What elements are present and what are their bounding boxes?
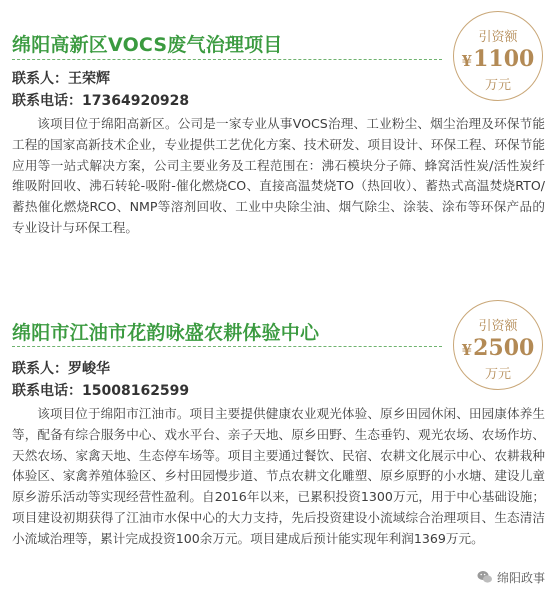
contact-person: 联系人：罗峻华 (12, 361, 110, 377)
contact-phone: 联系电话：17364920928 (12, 93, 190, 109)
currency-symbol: ¥ (461, 52, 473, 70)
amount-value: 2500 (473, 335, 535, 361)
contact-phone: 联系电话：15008162599 (12, 383, 190, 399)
watermark (473, 568, 549, 586)
project-description: 该项目位于绵阳高新区。公司是一家专业从事VOCS治理、工业粉尘、烟尘治理及环保节能工程的国家高新技术企业，专业提供工艺优化方案、技术研发、项目设计、环保工程、环保节能应用等一站式解决方案，公司主要业务及工程范围在：沸石模块分子筛、蜂窝活性炭/活性炭纤维吸附回收、沸石转轮-吸附-催化燃烧CO、直接高温焚烧TO（热回收）、蓄热式高温焚烧RTO/蓄热催化燃烧RCO、NMP等溶剂回收、工业中央除尘油、烟气除尘、涂装、涂布等环保产品的专业设计与环保工程。 (12, 116, 545, 235)
project-title: 绵阳高新区VOCS废气治理项目 (12, 34, 283, 56)
title-divider (12, 59, 442, 60)
project-description: 该项目位于绵阳市江油市。项目主要提供健康农业观光体验、原乡田园休闲、田园康体养生等，配备有综合服务中心、戏水平台、亲子天地、原乡田野、生态垂钓、观光农场、农场作坊、天然农场、家禽天地、生态停车场等。项目主要通过餐饮、民宿、农耕文化展示中心、农耕栽种体验区、家禽养殖体验区、乡村田园慢步道、节点农耕文化雕塑、原乡原野的小水塘、建设儿童原乡游乐活动等实现经营性盈利。自2016年以来，已累积投资1300万元，用于中心基础设施；项目建设初期获得了江油市水保中心的大力支持，先后投资建设小流域综合治理项目、生态清洁小流域治理等，累计完成投资100余万元。项目建成后预计能实现年利润1369万元。 (12, 406, 545, 546)
project-card-2 (0, 300, 557, 592)
badge-label: 引资额 (478, 319, 518, 334)
badge-unit: 万元 (484, 367, 511, 382)
investment-badge (453, 11, 543, 101)
wechat-icon (477, 569, 493, 585)
badge-amount (454, 46, 542, 72)
contact-person: 联系人：王荣辉 (12, 71, 110, 87)
investment-badge (453, 300, 543, 390)
badge-unit: 万元 (484, 78, 511, 93)
currency-symbol: ¥ (461, 341, 473, 359)
title-divider (12, 346, 442, 347)
project-title: 绵阳市江油市花韵咏盛农耕体验中心 (12, 322, 320, 344)
badge-label: 引资额 (478, 30, 518, 45)
watermark-text: 绵阳政事 (496, 570, 545, 585)
badge-amount (454, 335, 542, 361)
amount-value: 1100 (473, 46, 535, 72)
